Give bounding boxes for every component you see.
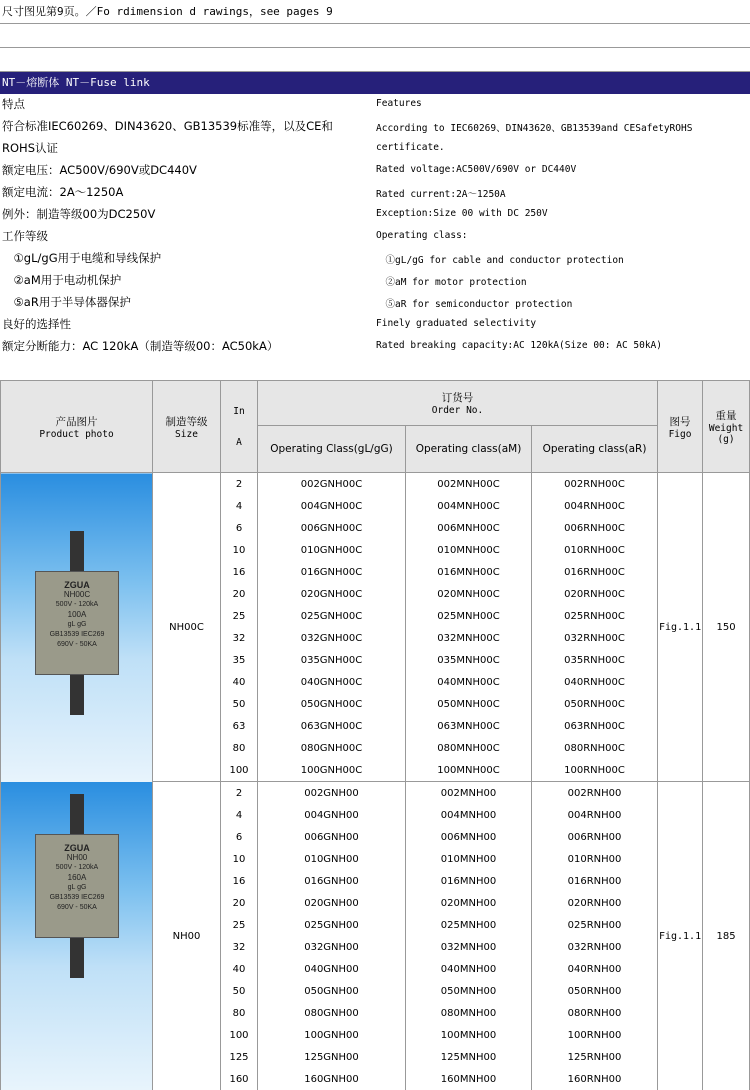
current-cell: 80 [221, 1002, 258, 1024]
order-no-cell: 025MNH00C [406, 605, 532, 627]
current-cell: 100 [221, 759, 258, 782]
order-no-cell: 050GNH00 [258, 980, 406, 1002]
current-cell: 6 [221, 517, 258, 539]
order-no-cell: 050MNH00 [406, 980, 532, 1002]
order-no-cell: 160MNH00 [406, 1068, 532, 1090]
order-no-cell: 004GNH00 [258, 804, 406, 826]
features-section [0, 94, 750, 380]
order-no-cell: 100GNH00C [258, 759, 406, 782]
current-cell: 16 [221, 561, 258, 583]
order-no-cell: 010RNH00C [532, 539, 658, 561]
order-no-cell: 032MNH00 [406, 936, 532, 958]
order-no-cell: 032MNH00C [406, 627, 532, 649]
order-no-cell: 006GNH00 [258, 826, 406, 848]
current-cell: 100 [221, 1024, 258, 1046]
order-no-cell: 063RNH00C [532, 715, 658, 737]
fuse-voltage: 690V - 50KA [57, 904, 97, 911]
header-figure: 图号 Figo [658, 381, 703, 473]
order-no-cell: 020RNH00 [532, 892, 658, 914]
current-cell: 4 [221, 804, 258, 826]
feature-line-en: Features [376, 98, 422, 109]
order-no-cell: 020MNH00C [406, 583, 532, 605]
current-cell: 63 [221, 715, 258, 737]
order-no-cell: 050RNH00 [532, 980, 658, 1002]
current-cell: 2 [221, 782, 258, 805]
order-no-cell: 100RNH00C [532, 759, 658, 782]
order-no-cell: 025RNH00C [532, 605, 658, 627]
order-no-cell: 004RNH00C [532, 495, 658, 517]
fuse-standard: GB13539 IEC269 [50, 631, 105, 638]
order-no-cell: 080RNH00 [532, 1002, 658, 1024]
feature-line-en: According to IEC60269、DIN43620、GB13539and CESafetyROHS [376, 120, 692, 134]
header-weight: 重量 Weight (g) [703, 381, 750, 473]
current-cell: 40 [221, 671, 258, 693]
current-cell: 16 [221, 870, 258, 892]
feature-line-en: Rated current:2A～1250A [376, 186, 506, 200]
figure-cell: Fig.1.1 [658, 473, 703, 782]
order-no-cell: 020RNH00C [532, 583, 658, 605]
order-no-cell: 002GNH00C [258, 473, 406, 496]
order-no-cell: 006MNH00C [406, 517, 532, 539]
order-no-cell: 002MNH00C [406, 473, 532, 496]
weight-cell: 185 [703, 782, 750, 1090]
order-no-cell: 100RNH00 [532, 1024, 658, 1046]
current-cell: 25 [221, 914, 258, 936]
order-no-cell: 063MNH00C [406, 715, 532, 737]
fuse-rating: 500V - 120kA [56, 601, 98, 608]
order-no-cell: 100MNH00 [406, 1024, 532, 1046]
fuse-blade-top [70, 531, 84, 571]
order-no-cell: 025GNH00C [258, 605, 406, 627]
order-no-cell: 020GNH00 [258, 892, 406, 914]
order-no-cell: 160RNH00 [532, 1068, 658, 1090]
spacer-row [0, 48, 750, 72]
order-no-cell: 010GNH00C [258, 539, 406, 561]
header-in: In A [221, 381, 258, 473]
current-cell: 10 [221, 539, 258, 561]
feature-line-cn: ①gL/gG用于电缆和导线保护 [2, 250, 161, 266]
order-no-cell: 016MNH00C [406, 561, 532, 583]
fuse-brand: ZGUA [36, 843, 118, 853]
fuse-amp: 100A [36, 610, 118, 620]
current-cell: 80 [221, 737, 258, 759]
feature-line-cn: 额定分断能力：AC 120kA（制造等级00：AC50kA） [2, 338, 278, 354]
order-no-cell: 050MNH00C [406, 693, 532, 715]
feature-line-cn: 额定电压：AC500V/690V或DC440V [2, 162, 197, 178]
order-no-cell: 160GNH00 [258, 1068, 406, 1090]
feature-line-cn: ROHS认证 [2, 140, 58, 156]
order-no-cell: 035GNH00C [258, 649, 406, 671]
order-no-cell: 020MNH00 [406, 892, 532, 914]
current-cell: 32 [221, 936, 258, 958]
header-am: Operating class(aM) [406, 426, 532, 473]
order-no-cell: 032GNH00C [258, 627, 406, 649]
current-cell: 50 [221, 693, 258, 715]
weight-cell: 150 [703, 473, 750, 782]
current-cell: 6 [221, 826, 258, 848]
order-no-cell: 035MNH00C [406, 649, 532, 671]
feature-line-cn: ②aM用于电动机保护 [2, 272, 121, 288]
order-no-cell: 004MNH00C [406, 495, 532, 517]
feature-line-en: ②aM for motor protection [376, 274, 527, 288]
order-no-cell: 020GNH00C [258, 583, 406, 605]
current-cell: 20 [221, 583, 258, 605]
order-no-cell: 016GNH00 [258, 870, 406, 892]
fuse-brand: ZGUA [36, 580, 118, 590]
feature-line-cn: 符合标准IEC60269、DIN43620、GB13539标准等，以及CE和 [2, 118, 333, 134]
current-cell: 32 [221, 627, 258, 649]
feature-line-en: Exception:Size 00 with DC 250V [376, 208, 548, 219]
header-photo: 产品图片 Product photo [1, 381, 153, 473]
fuse-standard: GB13539 IEC269 [50, 894, 105, 901]
fuse-class: gL gG [68, 621, 87, 628]
order-no-cell: 004RNH00 [532, 804, 658, 826]
order-no-cell: 006GNH00C [258, 517, 406, 539]
order-no-cell: 080GNH00 [258, 1002, 406, 1024]
current-cell: 50 [221, 980, 258, 1002]
order-no-cell: 002MNH00 [406, 782, 532, 805]
fuse-voltage: 690V - 50KA [57, 641, 97, 648]
header-size: 制造等级 Size [153, 381, 221, 473]
order-no-cell: 100MNH00C [406, 759, 532, 782]
feature-line-cn: 例外：制造等级00为DC250V [2, 206, 155, 222]
figure-cell: Fig.1.1 [658, 782, 703, 1090]
order-no-cell: 032GNH00 [258, 936, 406, 958]
order-no-cell: 002GNH00 [258, 782, 406, 805]
order-no-cell: 125MNH00 [406, 1046, 532, 1068]
feature-line-cn: 额定电流：2A～1250A [2, 184, 123, 200]
size-cell: NH00C [153, 473, 221, 782]
current-cell: 2 [221, 473, 258, 496]
order-no-cell: 040RNH00C [532, 671, 658, 693]
header-ar: Operating class(aR) [532, 426, 658, 473]
order-no-cell: 016RNH00 [532, 870, 658, 892]
order-no-cell: 010GNH00 [258, 848, 406, 870]
feature-line-en: Rated breaking capacity:AC 120kA(Size 00: AC 50kA) [376, 340, 662, 351]
product-photo [1, 473, 153, 782]
order-no-cell: 006RNH00 [532, 826, 658, 848]
fuse-amp: 160A [36, 873, 118, 883]
order-no-cell: 004MNH00 [406, 804, 532, 826]
fuse-blade-bottom [70, 675, 84, 715]
feature-line-cn: 良好的选择性 [2, 316, 71, 332]
feature-line-en: Rated voltage:AC500V/690V or DC440V [376, 164, 576, 175]
order-no-cell: 080MNH00C [406, 737, 532, 759]
order-no-cell: 016MNH00 [406, 870, 532, 892]
feature-line-cn: 特点 [2, 96, 25, 112]
order-no-cell: 040MNH00 [406, 958, 532, 980]
current-cell: 4 [221, 495, 258, 517]
order-no-cell: 002RNH00 [532, 782, 658, 805]
order-no-cell: 040RNH00 [532, 958, 658, 980]
feature-line-en: certificate. [376, 142, 445, 153]
table-row [1, 782, 750, 805]
spacer-row [0, 24, 750, 48]
order-no-cell: 035RNH00C [532, 649, 658, 671]
product-photo [1, 782, 153, 1090]
order-no-cell: 080GNH00C [258, 737, 406, 759]
fuse-model: NH00 [36, 853, 118, 863]
order-no-cell: 025GNH00 [258, 914, 406, 936]
order-no-cell: 050GNH00C [258, 693, 406, 715]
order-table [0, 380, 750, 1090]
header-order-no: 订货号 Order No. [258, 381, 658, 426]
fuse-class: gL gG [68, 884, 87, 891]
size-cell: NH00 [153, 782, 221, 1090]
current-cell: 25 [221, 605, 258, 627]
feature-line-cn: ⑤aR用于半导体器保护 [2, 294, 131, 310]
current-cell: 160 [221, 1068, 258, 1090]
fuse-body [35, 571, 119, 675]
order-table-body [1, 473, 750, 1090]
order-no-cell: 010RNH00 [532, 848, 658, 870]
order-no-cell: 025MNH00 [406, 914, 532, 936]
order-no-cell: 002RNH00C [532, 473, 658, 496]
order-no-cell: 125GNH00 [258, 1046, 406, 1068]
order-no-cell: 125RNH00 [532, 1046, 658, 1068]
current-cell: 125 [221, 1046, 258, 1068]
fuse-blade-top [70, 794, 84, 834]
fuse-rating: 500V - 120kA [56, 864, 98, 871]
current-cell: 35 [221, 649, 258, 671]
header-gl: Operating Class(gL/gG) [258, 426, 406, 473]
current-cell: 40 [221, 958, 258, 980]
order-no-cell: 032RNH00 [532, 936, 658, 958]
order-no-cell: 006RNH00C [532, 517, 658, 539]
order-no-cell: 040GNH00C [258, 671, 406, 693]
order-no-cell: 004GNH00C [258, 495, 406, 517]
feature-line-en: Finely graduated selectivity [376, 318, 536, 329]
order-no-cell: 040GNH00 [258, 958, 406, 980]
order-no-cell: 080MNH00 [406, 1002, 532, 1024]
order-no-cell: 010MNH00C [406, 539, 532, 561]
order-no-cell: 032RNH00C [532, 627, 658, 649]
order-no-cell: 100GNH00 [258, 1024, 406, 1046]
order-no-cell: 006MNH00 [406, 826, 532, 848]
order-no-cell: 040MNH00C [406, 671, 532, 693]
dimension-reference: 尺寸图见第9页。／Fo rdimension d rawings，see pages 9 [0, 0, 750, 24]
feature-line-en: ①gL/gG for cable and conductor protection [376, 252, 624, 266]
order-no-cell: 025RNH00 [532, 914, 658, 936]
order-no-cell: 080RNH00C [532, 737, 658, 759]
order-no-cell: 016RNH00C [532, 561, 658, 583]
order-no-cell: 010MNH00 [406, 848, 532, 870]
fuse-blade-bottom [70, 938, 84, 978]
current-cell: 10 [221, 848, 258, 870]
fuse-model: NH00C [36, 590, 118, 600]
table-row [1, 473, 750, 496]
feature-line-cn: 工作等级 [2, 228, 48, 244]
section-title-bar: NT－熔断体 NT－Fuse link [0, 72, 750, 94]
feature-line-en: Operating class: [376, 230, 468, 241]
order-no-cell: 050RNH00C [532, 693, 658, 715]
feature-line-en: ⑤aR for semiconductor protection [376, 296, 572, 310]
current-cell: 20 [221, 892, 258, 914]
order-no-cell: 063GNH00C [258, 715, 406, 737]
order-no-cell: 016GNH00C [258, 561, 406, 583]
fuse-body [35, 834, 119, 938]
